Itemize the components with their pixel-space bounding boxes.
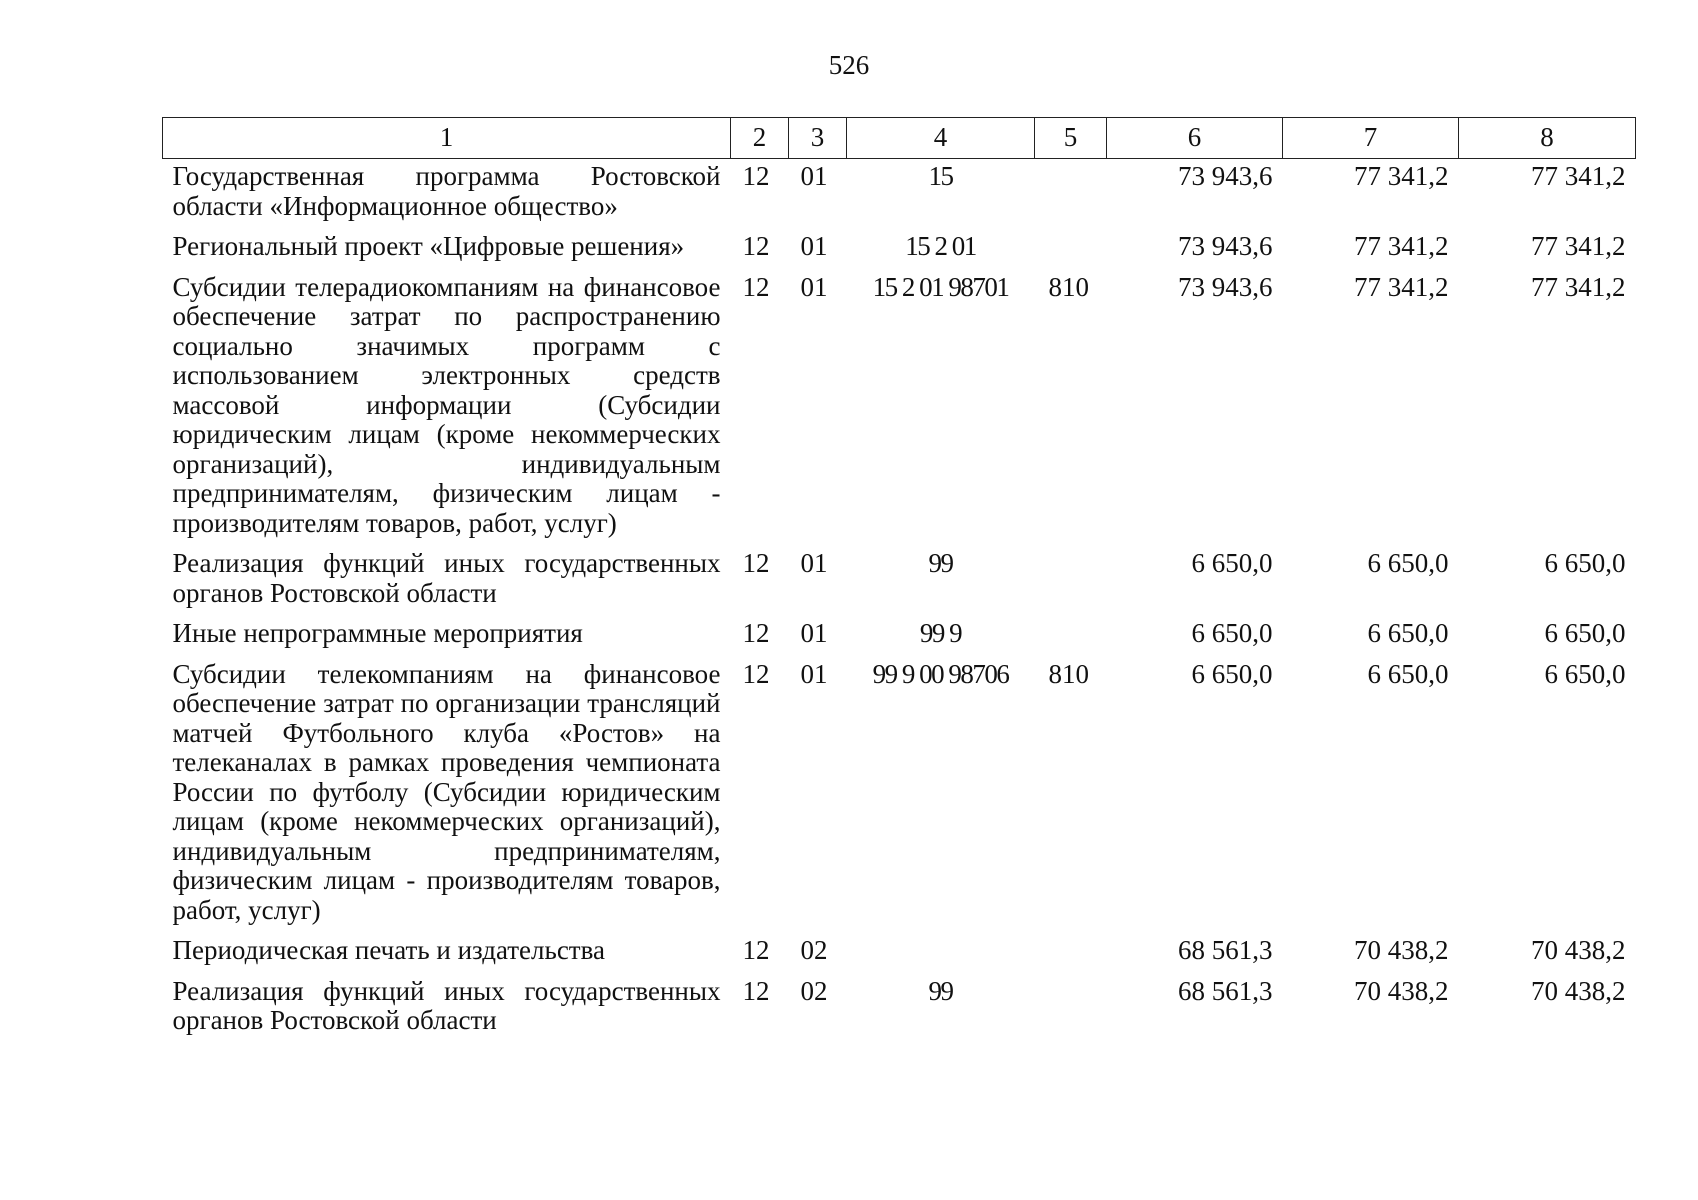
row-amount-6: 68 561,3 <box>1178 975 1273 1006</box>
row-target-article: 15 2 01 <box>905 231 976 261</box>
row-amount-8: 77 341,2 <box>1531 271 1626 302</box>
table-row <box>163 660 1636 937</box>
table-row <box>163 232 1636 273</box>
row-target-article: 15 2 01 98701 <box>872 271 1009 302</box>
row-expense-type <box>1035 549 1107 619</box>
row-amount-8: 6 650,0 <box>1544 548 1626 578</box>
row-amount-8: 77 341,2 <box>1531 161 1626 191</box>
row-amount-6: 73 943,6 <box>1178 271 1273 302</box>
table-row <box>163 273 1636 550</box>
budget-table <box>162 117 1636 1047</box>
row-subsection: 02 <box>800 975 828 1006</box>
row-name: Региональный проект «Цифровые решения» <box>172 231 685 261</box>
row-name: Государственная программа Ростовской области «Информационное общество» <box>172 161 721 221</box>
row-name: Реализация функций иных государственных органов Ростовской области <box>172 548 721 608</box>
row-section: 12 <box>742 271 770 302</box>
row-target-article: 99 <box>928 975 953 1006</box>
row-amount-7: 77 341,2 <box>1354 161 1449 191</box>
row-subsection: 02 <box>800 935 828 965</box>
table-header-row <box>163 118 1636 159</box>
column-header: 6 <box>1107 118 1283 159</box>
column-header: 4 <box>847 118 1035 159</box>
page-number: 526 <box>828 50 870 80</box>
row-expense-type <box>1035 159 1107 233</box>
row-name: Субсидии телерадиокомпаниям на финансовое обеспечение затрат по распространению социально значимых программ с использованием электронных средств массовой информации (Субсидии юридическим лицам (кроме некоммерческих организаций), индивидуальным предпринимателям, физическим лицам - производителям товаров, работ, услуг) <box>172 271 721 538</box>
row-subsection: 01 <box>800 231 828 261</box>
row-name: Субсидии телекомпаниям на финансовое обеспечение затрат по организации трансляций матчей Футбольного клуба «Ростов» на телеканалах в рамках проведения чемпионата России по футболу (Субсидии юридическим лицам (кроме некоммерческих организаций), индивидуальным предпринимателям, физическим лицам - производителям товаров, работ, услуг) <box>172 658 721 925</box>
row-amount-8: 70 438,2 <box>1531 975 1626 1006</box>
row-amount-7: 70 438,2 <box>1354 975 1449 1006</box>
row-section: 12 <box>742 231 770 261</box>
row-amount-6: 6 650,0 <box>1191 658 1273 689</box>
row-amount-7: 77 341,2 <box>1354 271 1449 302</box>
row-target-article: 15 <box>928 161 953 191</box>
row-target-article: 99 <box>928 548 953 578</box>
row-amount-6: 73 943,6 <box>1178 231 1273 261</box>
column-header: 1 <box>163 118 731 159</box>
row-amount-6: 68 561,3 <box>1178 935 1273 965</box>
row-name: Иные непрограммные мероприятия <box>172 618 583 648</box>
row-amount-7: 6 650,0 <box>1367 548 1449 578</box>
row-subsection: 01 <box>800 658 828 689</box>
row-section: 12 <box>742 658 770 689</box>
row-section: 12 <box>742 618 770 648</box>
row-target-article <box>847 936 1035 977</box>
column-header: 5 <box>1035 118 1107 159</box>
row-section: 12 <box>742 935 770 965</box>
column-header: 2 <box>731 118 789 159</box>
row-expense-type <box>1035 232 1107 273</box>
row-amount-8: 6 650,0 <box>1544 658 1626 689</box>
row-expense-type <box>1035 936 1107 977</box>
column-header: 7 <box>1283 118 1459 159</box>
row-section: 12 <box>742 161 770 191</box>
row-expense-type: 810 <box>1048 658 1089 689</box>
table-row <box>163 549 1636 619</box>
row-subsection: 01 <box>800 618 828 648</box>
column-header: 8 <box>1459 118 1636 159</box>
row-section: 12 <box>742 975 770 1006</box>
row-section: 12 <box>742 548 770 578</box>
row-amount-6: 73 943,6 <box>1178 161 1273 191</box>
table-row <box>163 977 1636 1047</box>
row-amount-7: 77 341,2 <box>1354 231 1449 261</box>
row-amount-7: 70 438,2 <box>1354 935 1449 965</box>
row-expense-type <box>1035 977 1107 1047</box>
row-amount-8: 6 650,0 <box>1544 618 1626 648</box>
column-header: 3 <box>789 118 847 159</box>
row-amount-8: 77 341,2 <box>1531 231 1626 261</box>
row-amount-7: 6 650,0 <box>1367 618 1449 648</box>
table-row <box>163 936 1636 977</box>
row-subsection: 01 <box>800 548 828 578</box>
row-subsection: 01 <box>800 161 828 191</box>
table-row <box>163 619 1636 660</box>
row-expense-type <box>1035 619 1107 660</box>
row-target-article: 99 9 <box>919 618 962 648</box>
row-subsection: 01 <box>800 271 828 302</box>
row-target-article: 99 9 00 98706 <box>872 658 1009 689</box>
row-name: Периодическая печать и издательства <box>172 935 605 965</box>
table-row <box>163 159 1636 233</box>
row-expense-type: 810 <box>1048 271 1089 302</box>
row-amount-7: 6 650,0 <box>1367 658 1449 689</box>
row-amount-6: 6 650,0 <box>1191 618 1273 648</box>
row-amount-8: 70 438,2 <box>1531 935 1626 965</box>
row-amount-6: 6 650,0 <box>1191 548 1273 578</box>
row-name: Реализация функций иных государственных органов Ростовской области <box>172 975 721 1035</box>
